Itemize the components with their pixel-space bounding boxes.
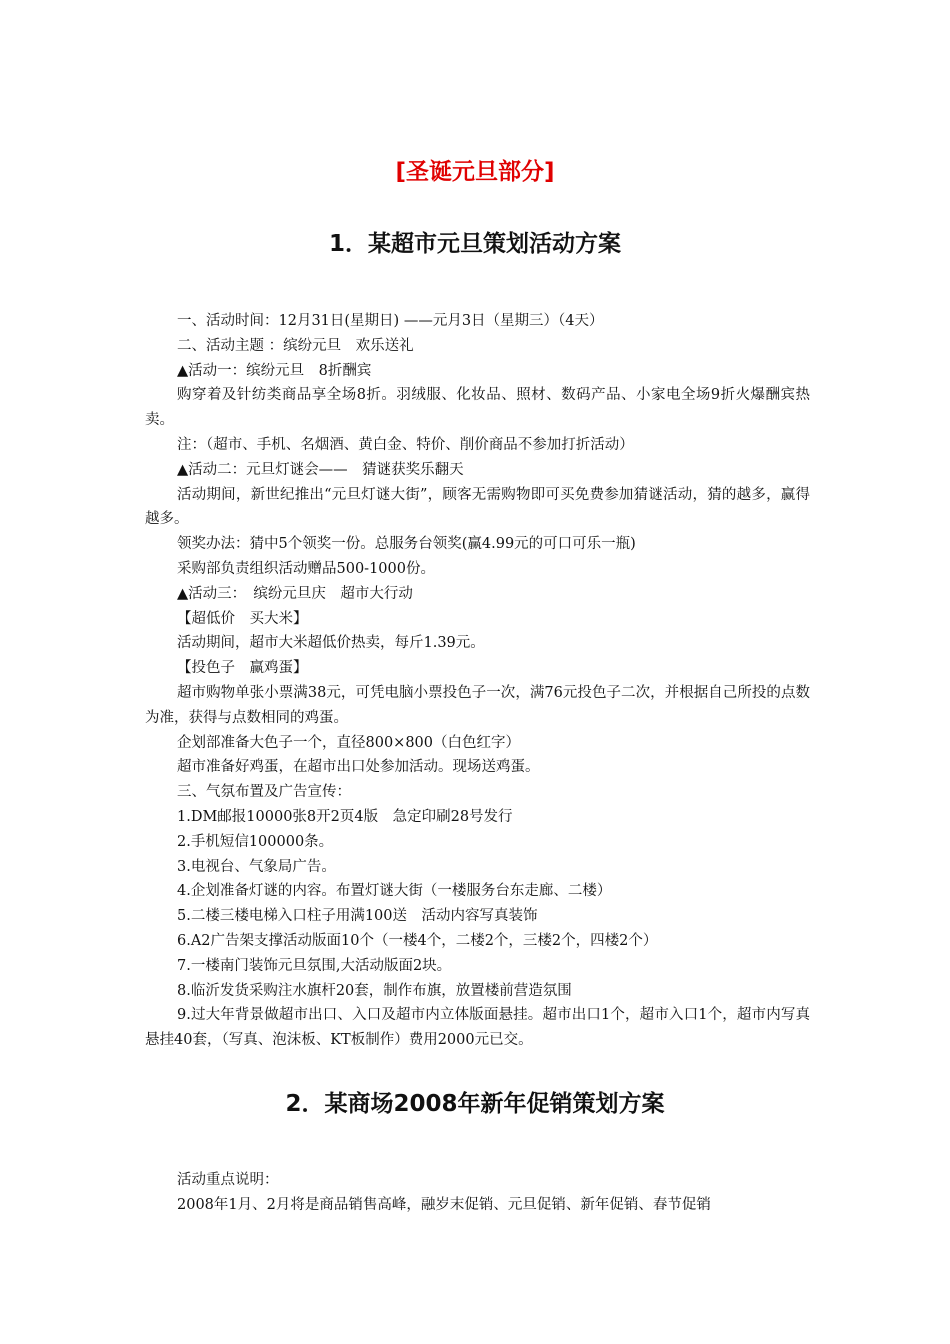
paragraph: 4.企划准备灯谜的内容。布置灯谜大街（一楼服务台东走廊、二楼） xyxy=(177,883,612,900)
paragraph: 9.过大年背景做超市出口、入口及超市内立体版面悬挂。超市出口1个，超市入口1个，超市内写真悬挂40套，（写真、泡沫板、KT板制作）费用2000元已交。 xyxy=(145,1007,810,1049)
paragraph: 活动期间，新世纪推出“元旦灯谜大街”，顾客无需购物即可买免费参加猜谜活动，猜的越多，赢得越多。 xyxy=(145,486,810,528)
paragraph: 5.二楼三楼电梯入口柱子用满100送 活动内容写真装饰 xyxy=(177,908,538,925)
paragraph: 3.电视台、气象局广告。 xyxy=(177,858,336,875)
paragraph: 一、活动时间：12月31日(星期日) ——元月3日（星期三）（4天） xyxy=(177,313,604,329)
paragraph: 领奖办法：猜中5个领奖一份。总服务台领奖(赢4.99元的可口可乐一瓶) xyxy=(177,536,636,553)
heading-1: 1．某超市元旦策划活动方案 xyxy=(328,231,621,257)
paragraph: 【投色子 赢鸡蛋】 xyxy=(177,660,308,677)
plan-2-body xyxy=(145,1168,810,1218)
paragraph: 1.DM邮报10000张8开2页4版 急定印刷28号发行 xyxy=(177,808,513,825)
paragraph: 超市购物单张小票满38元，可凭电脑小票投色子一次，满76元投色子二次，并根据自己所投的点数为准，获得与点数相同的鸡蛋。 xyxy=(145,684,810,726)
paragraph: 购穿着及针纺类商品享全场8折。羽绒服、化妆品、照材、数码产品、小家电全场9折火爆酬宾热卖。 xyxy=(145,387,810,429)
paragraph: 注：（超市、手机、名烟酒、黄白金、特价、削价商品不参加打折活动） xyxy=(177,436,634,453)
paragraph: 2.手机短信100000条。 xyxy=(177,833,334,850)
section-title: [圣诞元旦部分] xyxy=(395,159,555,185)
paragraph: 活动期间，超市大米超低价热卖，每斤1.39元。 xyxy=(177,635,485,652)
paragraph: 7.一楼南门装饰元旦氛围,大活动版面2块。 xyxy=(177,957,452,974)
paragraph: 企划部准备大色子一个，直径800×800（白色红字） xyxy=(177,734,520,751)
paragraph: 超市准备好鸡蛋，在超市出口处参加活动。现场送鸡蛋。 xyxy=(177,759,540,776)
paragraph: 8.临沂发货采购注水旗杆20套，制作布旗，放置楼前营造氛围 xyxy=(177,982,572,999)
paragraph: 活动重点说明： xyxy=(177,1172,279,1188)
paragraph: 6.A2广告架支撑活动版面10个（一楼4个，二楼2个，三楼2个，四楼2个） xyxy=(177,932,658,949)
plan-1-body xyxy=(145,309,810,1053)
heading-2: 2．某商场2008年新年促销策划方案 xyxy=(285,1091,665,1117)
paragraph: 采购部负责组织活动赠品500-1000份。 xyxy=(177,560,435,577)
paragraph: ▲活动二：元旦灯谜会—— 猜谜获奖乐翻天 xyxy=(177,461,464,478)
paragraph: 三、气氛布置及广告宣传： xyxy=(177,784,351,801)
paragraph: 二、活动主题 ：缤纷元旦 欢乐送礼 xyxy=(177,337,414,354)
paragraph: 【超低价 买大米】 xyxy=(177,610,308,627)
paragraph: ▲活动三： 缤纷元旦庆 超市大行动 xyxy=(177,585,413,602)
paragraph: 2008年1月、2月将是商品销售高峰，融岁末促销、元旦促销、新年促销、春节促销 xyxy=(177,1196,711,1213)
paragraph: ▲活动一：缤纷元旦 8折酬宾 xyxy=(177,362,372,379)
